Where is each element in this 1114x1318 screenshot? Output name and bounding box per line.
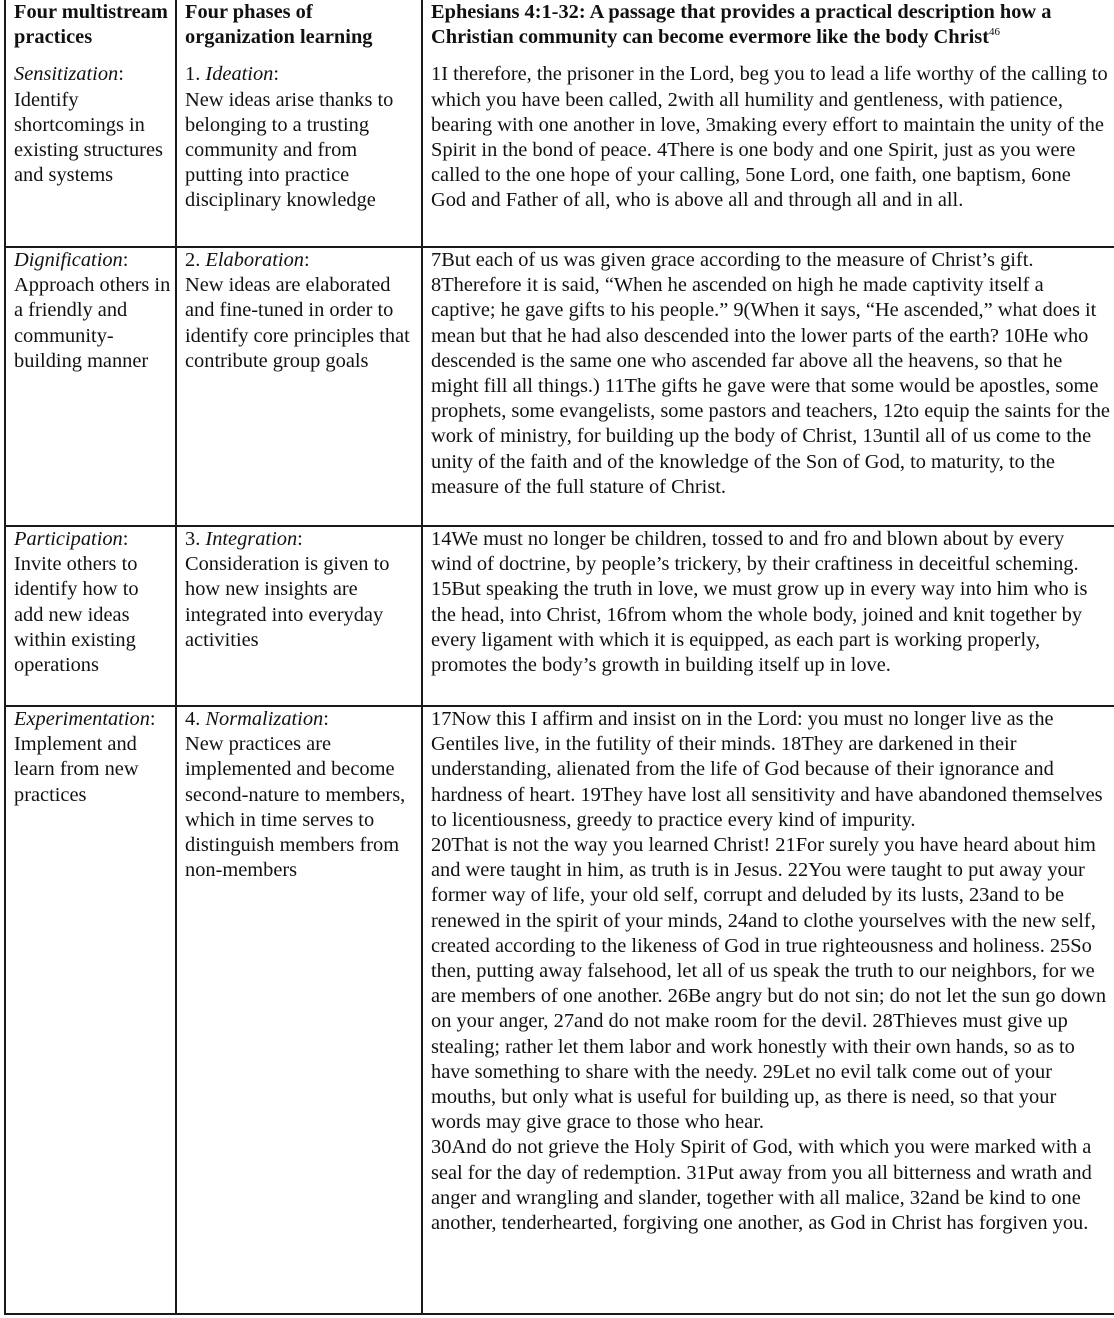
phase-description: New ideas are elaborated and fine-tuned in order to identify core principles that contribute group goals: [185, 274, 410, 372]
phase-description: New practices are implemented and become second-nature to members, which in time serves to distinguish members from non-members: [185, 733, 406, 882]
passage-paragraph: 1I therefore, the prisoner in the Lord, beg you to lead a life worthy of the calling to which you have been called, 2with all humility and gentleness, with patience, bearing with one another in love, 3making every effort to maintain the unity of the Spirit in the bond of peace. 4There is one body and one Spirit, just as you were called to the one hope of your calling, 5one Lord, one faith, one baptism, 6one God and Father of all, who is above all and through all and in all.: [431, 63, 1108, 212]
practice-description: Invite others to identify how to add new ideas within existing operations: [14, 553, 139, 677]
practice-cell: Four multistream practices Sensitization: Identify shortcomings in existing structures and systems: [5, 0, 176, 247]
column-header-practices: Four multistream practices: [14, 1, 168, 49]
phase-cell: 3. Integration: Consideration is given to how new insights are integrated into everyday activities: [176, 526, 422, 706]
practice-name: Sensitization: [14, 63, 119, 86]
table-row: [5, 706, 1114, 1314]
column-header-passage: Ephesians 4:1-32: A passage that provides a practical description how a Christian community can become evermore like the body Christ$^{46}$: [431, 1, 1052, 49]
passage-cell: [422, 247, 1114, 526]
learning-table: [4, 0, 1114, 1315]
practice-description: Approach others in a friendly and community-building manner: [14, 274, 171, 372]
table-row: [5, 247, 1114, 526]
practice-name: Dignification: [14, 249, 123, 271]
practice-cell: Experimentation: Implement and learn from new practices: [5, 706, 176, 1314]
phase-cell: Four phases of organization learning 1. Ideation: New ideas arise thanks to belonging to a trusting community and from putting into practice disciplinary knowledge: [176, 0, 422, 247]
passage-paragraph: 17Now this I affirm and insist on in the Lord: you must no longer live as the Gentiles live, in the futility of their minds. 18They are darkened in their understanding, alienated from the life of God because of their ignorance and hardness of heart. 19They have lost all sensitivity and have abandoned themselves to licentiousness, greedy to practice every kind of impurity.: [431, 708, 1103, 831]
phase-number: 1.: [185, 63, 201, 86]
phase-name: Integration: [205, 528, 298, 550]
phase-description: Consideration is given to how new insights are integrated into everyday activities: [185, 553, 390, 651]
passage-paragraph: 30And do not grieve the Holy Spirit of God, with which you were marked with a seal for the day of redemption. 31Put away from you all bitterness and wrath and anger and wrangling and slander, together with all malice, 32and be kind to one another, tenderhearted, forgiving one another, as God in Christ has forgiven you.: [431, 1136, 1092, 1235]
practice-description: Implement and learn from new practices: [14, 733, 139, 806]
passage-cell: [422, 706, 1114, 1314]
practice-name: Experimentation: [14, 708, 150, 730]
passage-cell: [422, 0, 1114, 247]
phase-number: 2.: [185, 249, 201, 271]
phase-name: Ideation: [205, 63, 274, 86]
passage-paragraph: 20That is not the way you learned Christ! 21For surely you have heard about him and were taught in him, as truth is in Jesus. 22You were taught to put away your former way of life, your old self, corrupt and deluded by its lusts, 23and to be renewed in the spirit of your minds, 24and to clothe yourselves with the new self, created according to the likeness of God in true righteousness and holiness. 25So then, putting away falsehood, let all of us speak the truth to our neighbors, for we are members of one another. 26Be angry but do not sin; do not let the sun go down on your anger, 27and do not make room for the devil. 28Thieves must give up stealing; rather let them labor and work honestly with their own hands, so as to have something to share with the needy. 29Let no evil talk come out of your mouths, but only what is useful for building up, as there is need, so that your words may give grace to those who hear.: [431, 834, 1107, 1134]
practice-cell: Participation: Invite others to identify how to add new ideas within existing operations: [5, 526, 176, 706]
phase-number: 4.: [185, 708, 201, 730]
practice-description: Identify shortcomings in existing structures and systems: [14, 88, 163, 187]
column-header-phases: Four phases of organization learning: [185, 1, 373, 49]
practice-cell: Dignification: Approach others in a friendly and community-building manner: [5, 247, 176, 526]
passage-paragraph: 14We must no longer be children, tossed to and fro and blown about by every wind of doctrine, by people’s trickery, by their craftiness in deceitful scheming. 15But speaking the truth in love, we must grow up in every way into him who is the head, into Christ, 16from whom the whole body, joined and knit together by every ligament with which it is equipped, as each part is working properly, promotes the body’s growth in building itself up in love.: [431, 528, 1088, 677]
passage-cell: [422, 526, 1114, 706]
practice-name: Participation: [14, 528, 123, 550]
phase-cell: 2. Elaboration: New ideas are elaborated and fine-tuned in order to identify core principles that contribute group goals: [176, 247, 422, 526]
passage-paragraph: 7But each of us was given grace according to the measure of Christ’s gift. 8Therefore it is said, “When he ascended on high he made captivity itself a captive; he gave gifts to his people.” 9(When it says, “He ascended,” what does it mean but that he had also descended into the lower parts of the earth? 10He who descended is the same one who ascended far above all the heavens, so that he might fill all things.) 11The gifts he gave were that some would be apostles, some prophets, some evangelists, some pastors and teachers, 12to equip the saints for the work of ministry, for building up the body of Christ, 13until all of us come to the unity of the faith and of the knowledge of the Son of God, to maturity, to the measure of the full stature of Christ.: [431, 249, 1110, 498]
table-row: [5, 526, 1114, 706]
phase-number: 3.: [185, 528, 201, 550]
phase-name: Elaboration: [205, 249, 304, 271]
phase-description: New ideas arise thanks to belonging to a trusting community and from putting into practice disciplinary knowledge: [185, 88, 394, 212]
table-row: [5, 0, 1114, 247]
phase-cell: 4. Normalization: New practices are implemented and become second-nature to members, which in time serves to distinguish members from non-members: [176, 706, 422, 1314]
phase-name: Normalization: [205, 708, 324, 730]
footnote-marker: 46: [989, 26, 1001, 39]
